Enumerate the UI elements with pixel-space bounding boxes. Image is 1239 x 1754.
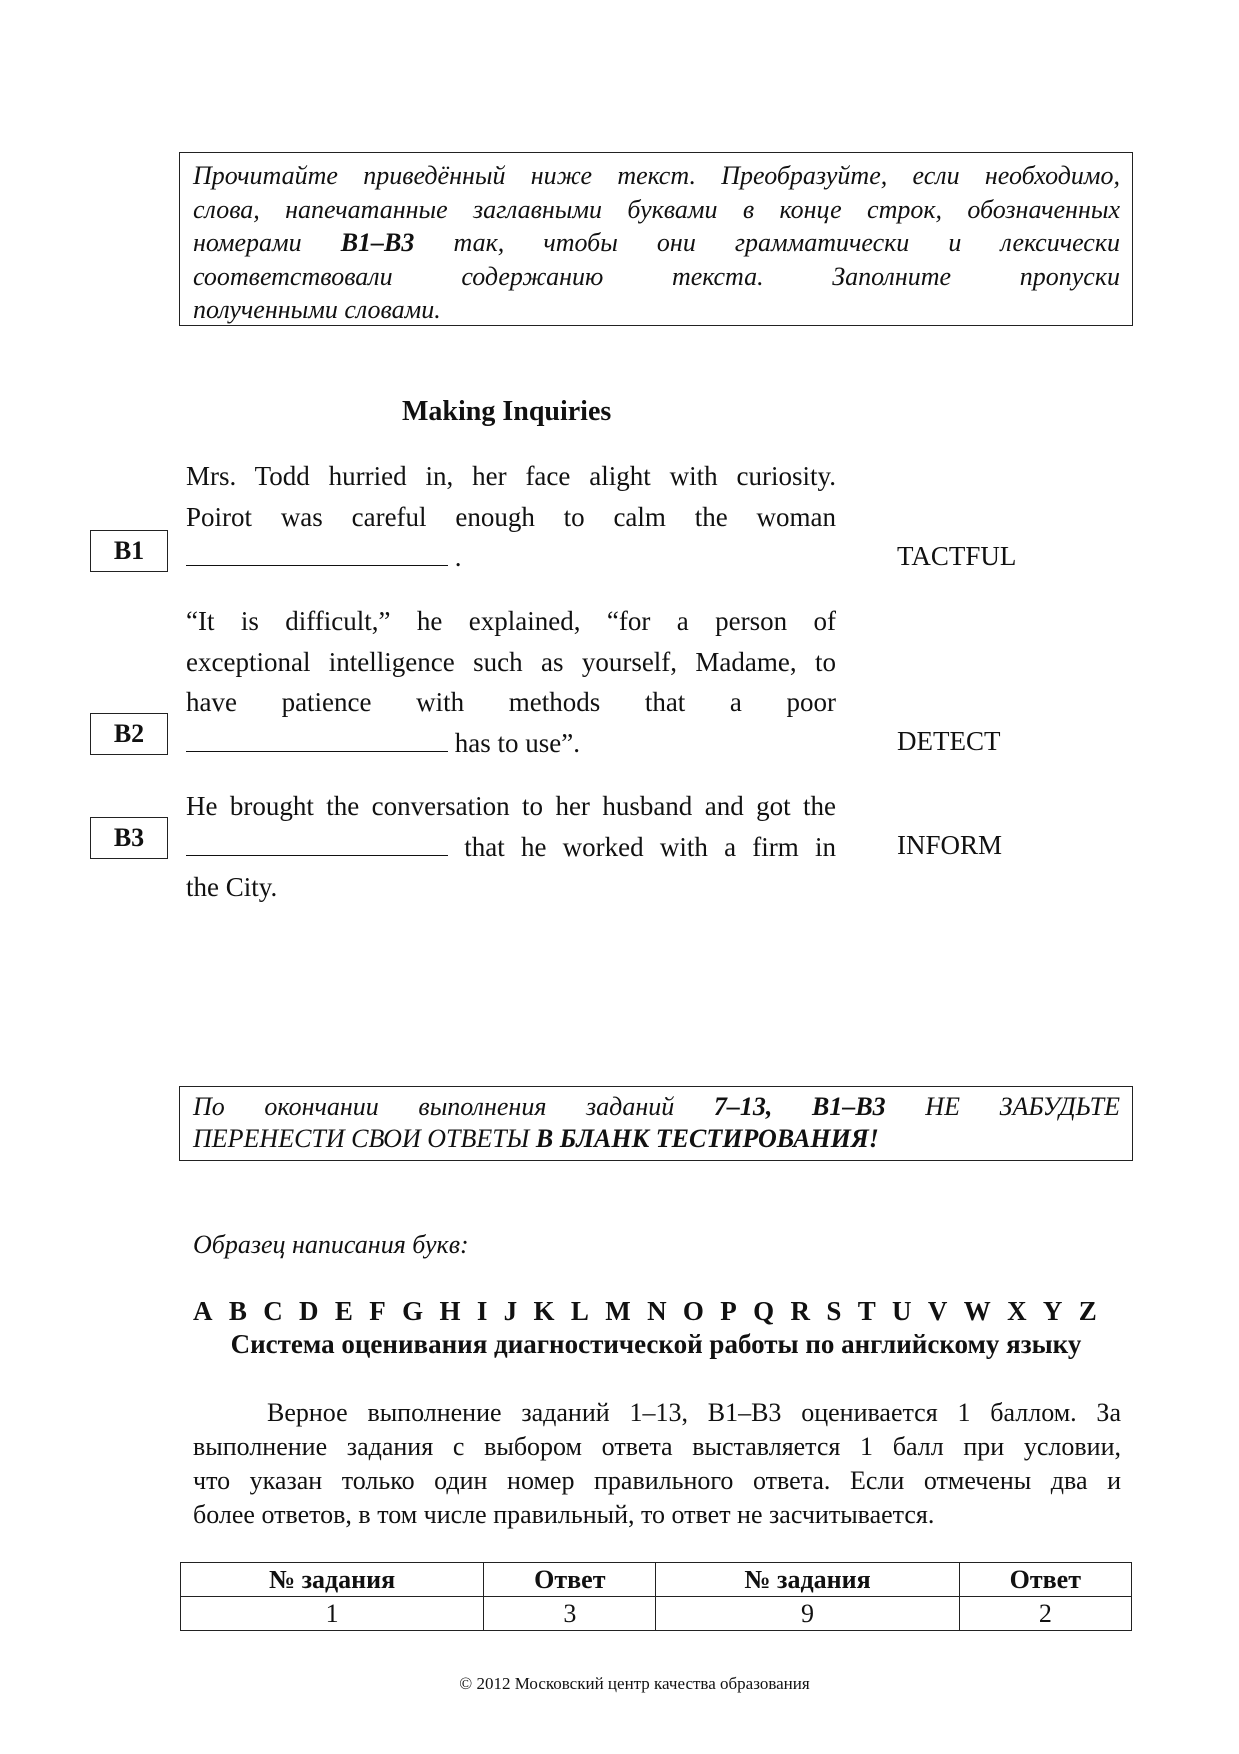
alphabet-letter: F <box>369 1296 386 1326</box>
instruction-box <box>179 152 1133 326</box>
table-header: № задания <box>181 1563 484 1597</box>
table-cell: 3 <box>484 1597 656 1631</box>
instruction-line: полученными словами. <box>193 295 441 324</box>
text-title: Making Inquiries <box>402 396 612 427</box>
alphabet-letter: H <box>439 1296 461 1326</box>
alphabet-letter: G <box>402 1296 424 1326</box>
instruction-line: соответствовали содержанию текста. Заполните пропуски <box>193 261 1120 291</box>
footer-copyright: © 2012 Московский центр качества образования <box>459 1674 810 1693</box>
task-b3-text: He brought the conversation to her husband and got the that he worked with a firm in the City. <box>186 791 836 902</box>
system-title: Система оценивания диагностической работы по английскому языку <box>230 1329 1082 1359</box>
alphabet-sample <box>193 1296 1097 1327</box>
alphabet-letter: A <box>193 1296 213 1326</box>
alphabet-letter: D <box>299 1296 319 1326</box>
alphabet-letter: B <box>228 1296 247 1326</box>
alphabet-letter: I <box>476 1296 488 1326</box>
alphabet-letter: J <box>503 1296 518 1326</box>
base-word-b3: INFORM <box>897 830 1003 860</box>
instruction-line: слова, напечатанные заглавными буквами в конце строк, обозначенных <box>193 194 1120 224</box>
alphabet-letter: Z <box>1078 1296 1097 1326</box>
table-header-row <box>181 1563 1132 1597</box>
reminder-box: По окончании выполнения заданий 7–13, B1–B3 НЕ ЗАБУДЬТЕ ПЕРЕНЕСТИ СВОИ ОТВЕТЫ В БЛАНК ТЕСТИРОВАНИЯ! <box>179 1086 1133 1161</box>
table-cell: 2 <box>959 1597 1131 1631</box>
base-word-b2: DETECT <box>897 726 1001 756</box>
alphabet-letter: R <box>790 1296 810 1326</box>
base-word-b1: TACTFUL <box>897 541 1017 571</box>
table-cell: 9 <box>656 1597 959 1631</box>
table-cell: 1 <box>181 1597 484 1631</box>
task-b2-text: “It is difficult,” he explained, “for a person of exceptional intelligence such as yourself, Madame, to have patience with methods that a poor has to use”. <box>186 606 836 758</box>
alphabet-letter: C <box>263 1296 283 1326</box>
task-b1-text: Mrs. Todd hurried in, her face alight with curiosity. Poirot was careful enough to calm the woman . <box>186 461 836 572</box>
alphabet-letter: N <box>647 1296 667 1326</box>
table-header: Ответ <box>959 1563 1131 1597</box>
answer-table <box>180 1562 1132 1631</box>
alphabet-letter: L <box>570 1296 589 1326</box>
answer-blank-b3[interactable] <box>186 829 448 856</box>
alphabet-letter: K <box>533 1296 555 1326</box>
alphabet-letter: V <box>927 1296 948 1326</box>
instruction-line: Прочитайте приведённый ниже текст. Преобразуйте, если необходимо, <box>193 161 1120 190</box>
task-range: B1–B3 <box>340 228 415 257</box>
table-header: Ответ <box>484 1563 656 1597</box>
alphabet-letter: O <box>682 1296 704 1326</box>
table-header: № задания <box>656 1563 959 1597</box>
alphabet-letter: P <box>720 1296 737 1326</box>
alphabet-letter: M <box>605 1296 631 1326</box>
alphabet-letter: U <box>892 1296 912 1326</box>
task-label-b2: B2 <box>90 713 168 755</box>
instruction-line: номерами B1–B3 так, чтобы они грамматически и лексически <box>193 228 1120 257</box>
answer-blank-b2[interactable] <box>186 725 448 752</box>
alphabet-letter: W <box>963 1296 991 1326</box>
alphabet-letter: E <box>334 1296 353 1326</box>
answer-blank-b1[interactable] <box>186 539 448 566</box>
task-label-b1: B1 <box>90 530 168 572</box>
alphabet-letter: S <box>826 1296 842 1326</box>
system-text: Верное выполнение заданий 1–13, B1–B3 оценивается 1 баллом. За выполнение задания с выбором ответа выставляется 1 балл при условии, что указан только один номер правильного ответа. Если отмечены два и более ответов, в том числе правильный, то ответ не засчитывается. <box>193 1398 1121 1529</box>
alphabet-letter: Q <box>753 1296 775 1326</box>
sample-label: Образец написания букв: <box>193 1230 469 1259</box>
alphabet-letter: Y <box>1042 1296 1063 1326</box>
task-label-b3: B3 <box>90 817 168 859</box>
table-row <box>181 1597 1132 1631</box>
alphabet-letter: X <box>1007 1296 1027 1326</box>
alphabet-letter: T <box>857 1296 876 1326</box>
